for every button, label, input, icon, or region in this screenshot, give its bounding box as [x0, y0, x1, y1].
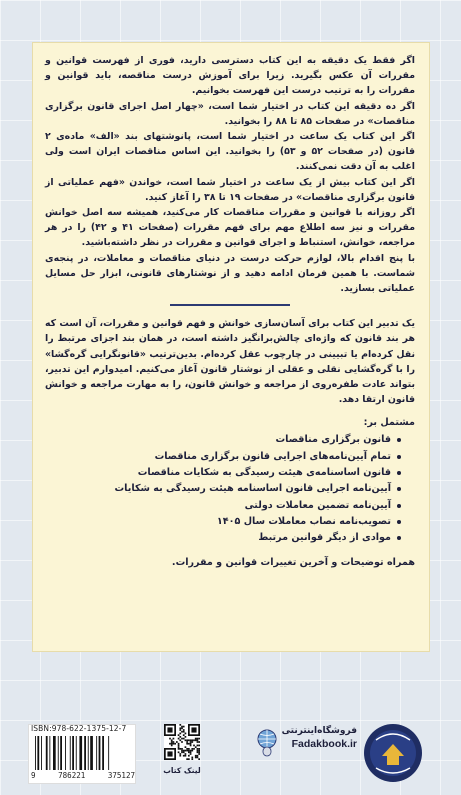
barcode-digit-group: 375127	[107, 771, 135, 780]
intro-paragraph-1: اگر فقط یک دقیقه به این کتاب دسترسی دارید، فوری از فهرست قوانین و مقررات آن عکس بگیرید. زیرا برای آموزش درست مناقصه، باید قوانین و مقررات را به ترتیب درست این فهرست بخوانیم.	[45, 55, 415, 97]
contents-list	[45, 432, 415, 546]
publisher-logo-icon	[362, 722, 424, 784]
intro-paragraph-4: اگر این کتاب بیش از یک ساعت در اختیار شما است، خواندن «فهم عملیاتی از قانون برگزاری مناقصات» در صفحات ۱۹ تا ۳۸ را آغاز کنید.	[45, 176, 415, 203]
intro-paragraph-2: اگر ده دقیقه این کتاب در اختیار شما است، «چهار اصل اجرای قانون برگزاری مناقصات» در صفحات ۸۵ تا ۸۸ را بخوانید.	[45, 100, 415, 127]
shop-url[interactable]: Fadakbook.ir	[291, 738, 357, 750]
shop-name-fa: فروشگاه‌اینترنتی	[281, 726, 357, 736]
contents-item: قانون اساسنامه‌ی هیئت رسیدگی به شکایات مناقصات	[45, 465, 401, 481]
intro-paragraph-5: اگر روزانه با قوانین و مقررات مناقصات کار می‌کنید، همیشه سه اصل خوانش مقررات و نیز سه اطلاع مهم برای فهم مقررات (صفحات ۴۱ و ۴۲) را در هر مراجعه، خوانش، استنباط و اجرای قوانین و مقررات در نظر داشته‌باشید.	[45, 207, 416, 249]
barcode-digits	[29, 771, 137, 780]
barcode-digit-group: 786221	[58, 771, 86, 780]
contents-item: آیین‌نامه اجرایی قانون اساسنامه هیئت رسیدگی به شکایات	[45, 481, 401, 497]
back-cover-text-panel	[32, 42, 430, 652]
contents-item: تصویب‌نامه نصاب معاملات سال ۱۴۰۵	[45, 514, 401, 530]
qr-code-icon	[164, 724, 200, 760]
isbn-text: ISBN:978-622-1375-12-7	[31, 724, 127, 733]
contents-item: تمام آیین‌نامه‌های اجرایی قانون برگزاری مناقصات	[45, 449, 401, 465]
contents-footer-note: همراه توضیحات و آخرین تغییرات قوانین و مقررات.	[171, 556, 415, 568]
description-paragraph: یک تدبیر این کتاب برای آسان‌سازی خوانش و فهم قوانین و مقررات، آن است که هر بند قانون که واژه‌ای چالش‌برانگیز داشته است، در همان بند اجزای مرتبط را نقل کرده‌ام یا تبیینی در چارچوب عقل کرده‌ام. بدین‌ترتیب «قانونگرایی گره‌گشا» را با گره‌گشایی نقلی و عقلی از نوشتار قانون آغاز می‌کنیم. امیدوارم این تدبیر، بتواند عادت طفره‌روی از مراجعه و خوانش قانون، را به مهارت مراجعه و خوانش قانون ارتقا دهد.	[45, 318, 415, 406]
contents-item: آیین‌نامه‌ تضمین معاملات دولتی	[45, 498, 401, 514]
online-shop-badge[interactable]	[262, 726, 357, 774]
globe-mouse-icon	[254, 728, 280, 758]
book-link-qr[interactable]	[163, 724, 201, 784]
qr-label: لینک کتاب	[163, 766, 201, 775]
isbn-barcode	[28, 724, 136, 784]
contents-heading: مشتمل بر:	[363, 417, 415, 429]
section-divider	[170, 304, 290, 306]
barcode-bars	[35, 736, 131, 770]
intro-paragraph-3: اگر این کتاب یک ساعت در اختیار شما است، پانوشتهای بند «الف» ماده‌ی ۲ قانون (در صفحات ۵۲ و ۵۳) را بخوانید. این اساس مناقصات ایران است ولی اغلب به آن دقت نمی‌کنند.	[45, 131, 415, 173]
contents-item: موادی از دیگر قوانین مرتبط	[45, 530, 401, 546]
intro-paragraph-6: با پنج اقدام بالا، لوازم حرکت درست در دنیای مناقصات و معاملات، در پنجه‌ی شماست. با همین فرمان ادامه دهید و از نوشتارهای قانونی، ابزار حل مسایل عملیاتی بسازید.	[45, 252, 415, 295]
contents-item: قانون برگزاری مناقصات	[45, 432, 401, 448]
barcode-digit-group: 9	[31, 771, 36, 780]
